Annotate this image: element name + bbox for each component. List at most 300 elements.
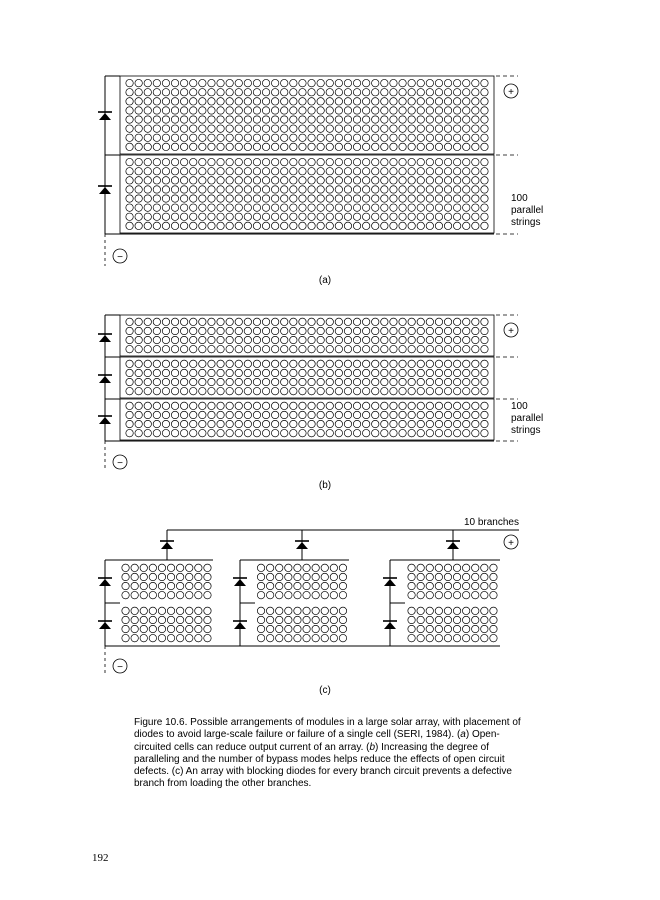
solar-cell (199, 168, 206, 175)
solar-cell (285, 607, 292, 614)
solar-cell (226, 107, 233, 114)
solar-cell (326, 402, 333, 409)
solar-cell (126, 107, 133, 114)
solar-cell (321, 625, 328, 632)
solar-cell (195, 616, 202, 623)
solar-cell (226, 378, 233, 385)
solar-cell (472, 411, 479, 418)
solar-cell (262, 411, 269, 418)
diode-triangle (99, 335, 111, 342)
solar-cell (308, 116, 315, 123)
solar-cell (253, 336, 260, 343)
solar-cell (435, 634, 442, 641)
solar-cell (453, 369, 460, 376)
solar-cell (481, 625, 488, 632)
solar-cell (281, 387, 288, 394)
solar-cell (266, 564, 273, 571)
solar-cell (144, 213, 151, 220)
solar-cell (317, 345, 324, 352)
solar-cell (199, 429, 206, 436)
solar-cell (417, 616, 424, 623)
solar-cell (472, 168, 479, 175)
solar-cell (362, 360, 369, 367)
solar-cell (463, 195, 470, 202)
solar-cell (390, 336, 397, 343)
solar-cell (176, 616, 183, 623)
solar-cell (326, 369, 333, 376)
solar-cell (171, 369, 178, 376)
solar-cell (140, 564, 147, 571)
solar-cell (217, 158, 224, 165)
solar-cell (344, 420, 351, 427)
solar-cell (180, 79, 187, 86)
minus-symbol: − (117, 458, 123, 469)
solar-cell (399, 143, 406, 150)
solar-cell (335, 345, 342, 352)
solar-cell (490, 573, 497, 580)
solar-cell (408, 625, 415, 632)
solar-cell (253, 369, 260, 376)
solar-cell (271, 177, 278, 184)
solar-cell (244, 378, 251, 385)
solar-cell (417, 125, 424, 132)
solar-cell (299, 204, 306, 211)
solar-cell (463, 116, 470, 123)
solar-cell (435, 89, 442, 96)
diode-icon (233, 578, 247, 586)
solar-cell (235, 79, 242, 86)
solar-cell (195, 564, 202, 571)
solar-cell (390, 168, 397, 175)
solar-cell (372, 125, 379, 132)
solar-cell (490, 564, 497, 571)
solar-cell (463, 204, 470, 211)
solar-cell (144, 387, 151, 394)
solar-cell (326, 158, 333, 165)
solar-cell (208, 318, 215, 325)
solar-cell (339, 564, 346, 571)
solar-cell (453, 204, 460, 211)
solar-cell (453, 429, 460, 436)
solar-cell (390, 318, 397, 325)
solar-cell (162, 79, 169, 86)
solar-cell (353, 107, 360, 114)
solar-cell (180, 429, 187, 436)
solar-cell (330, 634, 337, 641)
solar-cell (235, 336, 242, 343)
solar-cell (344, 345, 351, 352)
solar-cell (426, 98, 433, 105)
solar-cell (171, 134, 178, 141)
solar-cell (162, 420, 169, 427)
solar-cell (481, 327, 488, 334)
solar-cell (444, 116, 451, 123)
solar-cell (162, 411, 169, 418)
solar-cell (208, 420, 215, 427)
solar-cell (444, 378, 451, 385)
solar-cell (463, 143, 470, 150)
solar-cell (417, 582, 424, 589)
solar-cell (317, 79, 324, 86)
solar-cell (362, 213, 369, 220)
solar-cell (444, 616, 451, 623)
solar-cell (463, 213, 470, 220)
solar-cell (253, 360, 260, 367)
solar-cell (381, 420, 388, 427)
solar-cell (171, 336, 178, 343)
solar-cell (162, 360, 169, 367)
solar-cell (217, 204, 224, 211)
solar-cell (435, 168, 442, 175)
solar-cell (135, 143, 142, 150)
diode-icon (98, 578, 112, 586)
solar-cell (244, 336, 251, 343)
solar-cell (472, 345, 479, 352)
solar-cell (362, 318, 369, 325)
solar-cell (481, 143, 488, 150)
solar-cell (299, 411, 306, 418)
solar-cell (463, 387, 470, 394)
solar-cell (426, 616, 433, 623)
solar-cell (453, 89, 460, 96)
solar-cell (290, 336, 297, 343)
solar-cell (463, 168, 470, 175)
solar-cell (253, 345, 260, 352)
solar-cell (149, 564, 156, 571)
solar-cell (453, 378, 460, 385)
solar-cell (472, 625, 479, 632)
solar-cell (180, 213, 187, 220)
solar-cell (462, 616, 469, 623)
solar-cell (281, 89, 288, 96)
solar-cell (335, 177, 342, 184)
solar-cell (435, 369, 442, 376)
solar-cell (285, 582, 292, 589)
solar-cell (381, 318, 388, 325)
solar-cell (317, 168, 324, 175)
branch-1-cells-lower (122, 607, 211, 642)
solar-cell (463, 411, 470, 418)
solar-cell (253, 186, 260, 193)
solar-cell (153, 360, 160, 367)
solar-cell (140, 573, 147, 580)
solar-cell (281, 360, 288, 367)
solar-cell (344, 213, 351, 220)
solar-cell (353, 116, 360, 123)
solar-cell (372, 186, 379, 193)
solar-cell (126, 143, 133, 150)
solar-cell (171, 213, 178, 220)
solar-cell (235, 98, 242, 105)
solar-cell (135, 134, 142, 141)
solar-cell (135, 177, 142, 184)
solar-cell (299, 177, 306, 184)
solar-cell (153, 79, 160, 86)
diode-icon (98, 416, 112, 424)
solar-cell (353, 186, 360, 193)
solar-cell (144, 89, 151, 96)
solar-cell (290, 125, 297, 132)
solar-cell (381, 195, 388, 202)
solar-cell (399, 222, 406, 229)
panel-b-string-2 (120, 357, 494, 398)
solar-cell (453, 573, 460, 580)
solar-cell (144, 378, 151, 385)
solar-cell (271, 336, 278, 343)
solar-cell (408, 369, 415, 376)
solar-cell (135, 429, 142, 436)
diode-icon (383, 621, 397, 629)
solar-cell (204, 591, 211, 598)
solar-cell (462, 625, 469, 632)
solar-cell (190, 125, 197, 132)
solar-cell (472, 204, 479, 211)
solar-cell (208, 98, 215, 105)
solar-cell (472, 607, 479, 614)
solar-cell (199, 345, 206, 352)
solar-cell (135, 168, 142, 175)
solar-cell (444, 387, 451, 394)
solar-cell (171, 327, 178, 334)
solar-cell (140, 616, 147, 623)
solar-cell (326, 116, 333, 123)
solar-cell (158, 591, 165, 598)
solar-cell (417, 213, 424, 220)
solar-cell (180, 186, 187, 193)
solar-cell (408, 177, 415, 184)
solar-cell (481, 345, 488, 352)
solar-cell (235, 345, 242, 352)
panel-a-string-upper (120, 76, 494, 154)
solar-cell (199, 186, 206, 193)
solar-cell (299, 98, 306, 105)
solar-cell (162, 158, 169, 165)
solar-cell (317, 116, 324, 123)
solar-cell (362, 79, 369, 86)
solar-cell (353, 98, 360, 105)
solar-cell (330, 625, 337, 632)
solar-cell (372, 336, 379, 343)
solar-cell (235, 429, 242, 436)
solar-cell (153, 158, 160, 165)
solar-cell (317, 177, 324, 184)
solar-cell (463, 222, 470, 229)
solar-cell (140, 634, 147, 641)
diode-triangle (234, 579, 246, 586)
solar-cell (335, 369, 342, 376)
solar-cell (426, 582, 433, 589)
solar-cell (317, 429, 324, 436)
solar-cell (308, 387, 315, 394)
solar-cell (490, 607, 497, 614)
solar-cell (276, 616, 283, 623)
solar-cell (326, 89, 333, 96)
solar-cell (353, 345, 360, 352)
solar-cell (435, 98, 442, 105)
solar-cell (463, 177, 470, 184)
branches-label: 10 branches (463, 517, 519, 528)
solar-cell (308, 402, 315, 409)
solar-cell (344, 116, 351, 123)
solar-cell (199, 79, 206, 86)
solar-cell (208, 387, 215, 394)
solar-cell (453, 168, 460, 175)
solar-cell (281, 204, 288, 211)
solar-cell (330, 607, 337, 614)
solar-cell (171, 318, 178, 325)
solar-cell (481, 98, 488, 105)
solar-cell (140, 625, 147, 632)
solar-cell (235, 411, 242, 418)
solar-cell (453, 327, 460, 334)
solar-cell (262, 327, 269, 334)
solar-cell (208, 360, 215, 367)
solar-cell (335, 125, 342, 132)
solar-cell (308, 345, 315, 352)
solar-cell (153, 222, 160, 229)
solar-cell (326, 125, 333, 132)
solar-cell (408, 402, 415, 409)
solar-cell (399, 168, 406, 175)
solar-cell (217, 89, 224, 96)
solar-cell (390, 378, 397, 385)
solar-cell (312, 607, 319, 614)
solar-cell (444, 625, 451, 632)
solar-cell (463, 107, 470, 114)
solar-cell (408, 345, 415, 352)
solar-cell (235, 125, 242, 132)
solar-cell (435, 582, 442, 589)
solar-cell (167, 625, 174, 632)
solar-cell (149, 634, 156, 641)
solar-cell (312, 573, 319, 580)
solar-cell (281, 79, 288, 86)
solar-cell (135, 345, 142, 352)
solar-cell (326, 143, 333, 150)
solar-cell (135, 369, 142, 376)
solar-cell (444, 195, 451, 202)
solar-cell (472, 327, 479, 334)
solar-cell (326, 168, 333, 175)
solar-cell (308, 79, 315, 86)
solar-cell (326, 336, 333, 343)
solar-cell (472, 79, 479, 86)
blocking-diode-icon (446, 541, 460, 549)
solar-cell (226, 369, 233, 376)
solar-cell (135, 327, 142, 334)
parallel-strings-line-3: strings (511, 217, 541, 228)
solar-cell (426, 327, 433, 334)
solar-cell (262, 89, 269, 96)
solar-cell (308, 134, 315, 141)
solar-cell (244, 89, 251, 96)
solar-cell (362, 402, 369, 409)
solar-cell (281, 195, 288, 202)
solar-cell (426, 411, 433, 418)
solar-cell (180, 402, 187, 409)
minus-symbol: − (117, 252, 123, 263)
solar-cell (144, 420, 151, 427)
solar-cell (326, 186, 333, 193)
solar-cell (171, 222, 178, 229)
solar-cell (162, 402, 169, 409)
solar-cell (253, 387, 260, 394)
solar-cell (426, 402, 433, 409)
solar-cell (335, 327, 342, 334)
solar-cell (162, 98, 169, 105)
solar-cell (326, 411, 333, 418)
solar-cell (149, 625, 156, 632)
solar-cell (294, 564, 301, 571)
solar-cell (180, 134, 187, 141)
solar-cell (453, 134, 460, 141)
solar-cell (131, 634, 138, 641)
solar-cell (199, 213, 206, 220)
solar-cell (153, 134, 160, 141)
diode-triangle (99, 376, 111, 383)
solar-cell (180, 222, 187, 229)
solar-cell (326, 134, 333, 141)
solar-cell (435, 387, 442, 394)
solar-cell (126, 318, 133, 325)
solar-cell (126, 369, 133, 376)
caption-title: Figure 10.6. (134, 717, 188, 728)
solar-cell (290, 107, 297, 114)
diode-triangle (99, 187, 111, 194)
solar-cell (180, 369, 187, 376)
solar-cell (481, 378, 488, 385)
solar-cell (472, 158, 479, 165)
solar-cell (144, 134, 151, 141)
solar-cell (190, 402, 197, 409)
parallel-strings-line-1: 100 (511, 401, 528, 412)
solar-cell (417, 420, 424, 427)
solar-cell (217, 411, 224, 418)
solar-cell (299, 402, 306, 409)
solar-cell (417, 134, 424, 141)
solar-cell (453, 387, 460, 394)
solar-cell (390, 116, 397, 123)
solar-cell (190, 378, 197, 385)
solar-cell (162, 369, 169, 376)
solar-cell (271, 168, 278, 175)
solar-cell (199, 89, 206, 96)
solar-cell (262, 186, 269, 193)
diode-triangle (161, 542, 173, 549)
solar-cell (308, 318, 315, 325)
solar-cell (144, 107, 151, 114)
solar-cell (235, 420, 242, 427)
solar-cell (463, 345, 470, 352)
solar-cell (372, 318, 379, 325)
solar-cell (162, 143, 169, 150)
solar-cell (453, 402, 460, 409)
solar-cell (171, 89, 178, 96)
solar-cell (271, 195, 278, 202)
solar-cell (381, 345, 388, 352)
solar-cell (290, 222, 297, 229)
solar-cell (235, 177, 242, 184)
solar-cell (190, 318, 197, 325)
solar-cell (321, 582, 328, 589)
solar-cell (217, 429, 224, 436)
solar-cell (426, 213, 433, 220)
solar-cell (408, 318, 415, 325)
solar-cell (481, 213, 488, 220)
solar-cell (463, 402, 470, 409)
solar-cell (472, 134, 479, 141)
solar-cell (472, 429, 479, 436)
